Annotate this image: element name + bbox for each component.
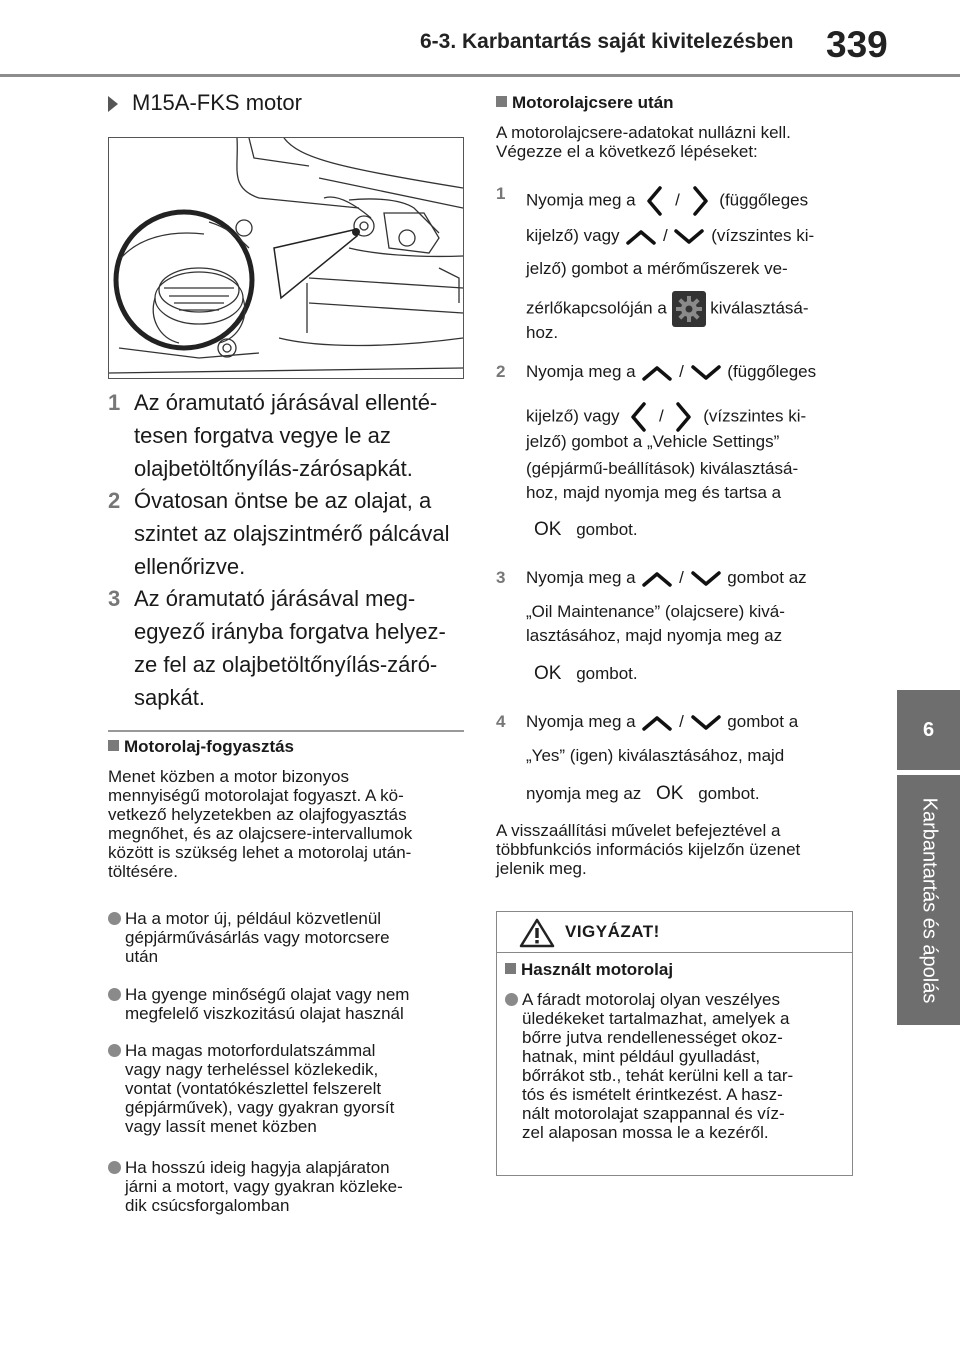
down-arrow-icon	[672, 227, 706, 247]
right-arrow-icon	[668, 400, 698, 434]
caution-title: VIGYÁZAT!	[565, 922, 660, 941]
consumption-bullet-3: Ha magas motorfordulatszámmal vagy nagy terheléssel közlekedik, vontat (vontatókészlettel felszerelt gépjárművek), vagy gyakran gyorsít vagy lassít menet közben	[108, 1041, 468, 1136]
section-divider	[108, 730, 464, 732]
page-number: 339	[826, 24, 888, 65]
reset-step-4: 4 Nyomja meg a / gombot a „Yes” (igen) kiválasztásához, majd nyomja meg az OK gombot.	[496, 712, 799, 804]
down-arrow-icon	[689, 569, 723, 589]
up-arrow-icon	[640, 569, 674, 589]
warning-triangle-icon	[519, 918, 555, 948]
caution-subheading: Használt motorolaj	[505, 960, 673, 980]
bullet-dot-icon	[108, 912, 121, 925]
up-arrow-icon	[640, 713, 674, 733]
left-step-2: 2 Óvatosan öntse be az olajat, a szintet az olajszintmérő pálcával ellenőrizve.	[108, 488, 450, 579]
consumption-bullet-1: Ha a motor új, például közvetlenül gépjárművásárlás vagy motorcsere után	[108, 909, 468, 966]
consumption-heading: Motorolaj-fogyasztás	[108, 737, 294, 757]
oil-change-heading: Motorolajcsere után	[496, 93, 674, 113]
reset-step-1: 1 Nyomja meg a / (függőleges kijelző) vagy / (vízszintes ki- jelző) gombot a mérőműszerek ve- zérlőkapcsolóján a kiválasztásá- hoz.	[496, 184, 815, 342]
header-rule	[0, 74, 960, 77]
square-bullet-icon	[505, 963, 516, 974]
bullet-dot-icon	[108, 988, 121, 1001]
settings-gear-icon	[672, 291, 706, 327]
left-arrow-icon	[640, 184, 670, 218]
up-arrow-icon	[640, 363, 674, 383]
caution-bullet: A fáradt motorolaj olyan veszélyes üledékeket tartalmazhat, amelyek a bőrre jutva rendellenességet okoz- hatnak, mint például gyulladást, bőrrákot stb., tehát kerülni kell a tar- tós és ismételt érintkezést. A hasz- nált motorolajat szappannal és víz- zel alaposan mossa le a kezéről.	[505, 990, 845, 1142]
square-bullet-icon	[108, 740, 119, 751]
consumption-bullet-4: Ha hosszú ideig hagyja alapjáraton járni a motort, vagy gyakran közleke- dik csúcsforgalomban	[108, 1158, 468, 1215]
right-arrow-icon	[685, 184, 715, 218]
up-arrow-icon	[624, 227, 658, 247]
chapter-title-vertical	[897, 775, 960, 1025]
ok-button-icon: OK	[656, 783, 684, 804]
engine-illustration	[108, 137, 464, 379]
left-step-3: 3 Az óramutató járásával meg- egyező irányba forgatva helyez- ze fel az olajbetöltőnyílás-záró- sapkát.	[108, 586, 446, 710]
bullet-dot-icon	[505, 993, 518, 1006]
engine-bay-drawing	[109, 138, 463, 378]
oil-change-intro: A motorolajcsere-adatokat nullázni kell. Végezze el a következő lépéseket:	[496, 123, 791, 161]
engine-heading: M15A-FKS motor	[108, 90, 302, 116]
section-title: 6-3. Karbantartás saját kivitelezésben	[420, 30, 794, 53]
down-arrow-icon	[689, 363, 723, 383]
down-arrow-icon	[689, 713, 723, 733]
caution-box	[496, 911, 853, 1176]
reset-step-3: 3 Nyomja meg a / gombot az „Oil Maintenance” (olajcsere) kivá- lasztásához, majd nyomja meg az OK gombot.	[496, 568, 807, 684]
reset-outro: A visszaállítási művelet befejeztével a többfunkciós információs kijelzőn üzenet jelenik meg.	[496, 821, 801, 878]
chapter-title: Karbantartás és ápolás	[918, 797, 940, 1003]
square-bullet-icon	[496, 96, 507, 107]
consumption-intro: Menet közben a motor bizonyos mennyiségű motorolajat fogyaszt. A kö- vetkező helyzetekben az olajfogyasztás megnőhet, és az olajcsere-intervallumok között is szükség lehet a motorolaj után- töltésére.	[108, 767, 413, 881]
triangle-bullet-icon	[108, 96, 118, 112]
bullet-dot-icon	[108, 1161, 121, 1174]
reset-step-2: 2 Nyomja meg a / (függőleges kijelző) vagy / (vízszintes ki- jelző) gombot a „Vehicle Settings” (gépjármű-beállítások) kiválasztásá- hoz, majd nyomja meg és tartsa a OK gombot.	[496, 362, 817, 540]
ok-button-icon: OK	[534, 519, 562, 540]
bullet-dot-icon	[108, 1044, 121, 1057]
left-arrow-icon	[624, 400, 654, 434]
ok-button-icon: OK	[534, 663, 562, 684]
caution-header	[497, 912, 852, 953]
left-step-1: 1 Az óramutató járásával ellenté- tesen forgatva vegye le az olajbetöltőnyílás-zárósapkát.	[108, 390, 438, 481]
consumption-bullet-2: Ha gyenge minőségű olajat vagy nem megfelelő viszkozitású olajat használ	[108, 985, 468, 1023]
chapter-number-tab: 6	[897, 690, 960, 770]
